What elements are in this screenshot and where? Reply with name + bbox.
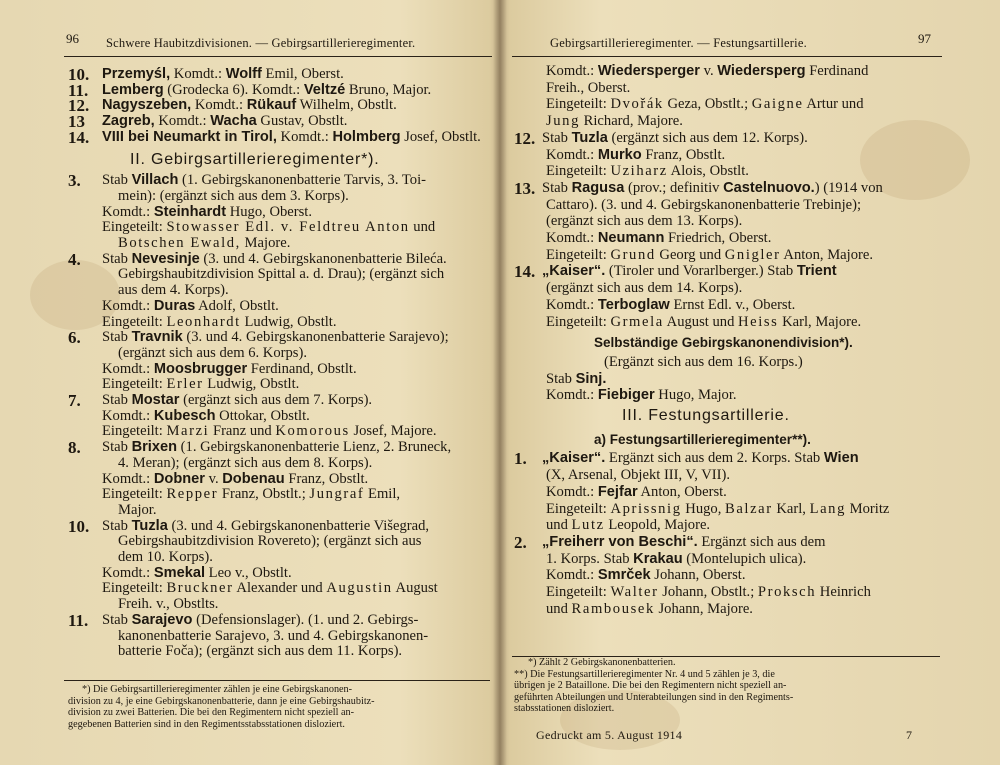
- text-span: (3. und 4. Gebirgskanonenbatterie Sarajevo);: [182, 329, 449, 346]
- bold-name: Wiedersperger: [597, 63, 700, 79]
- bold-name: Lemberg: [102, 81, 164, 98]
- text-span: Moritz: [845, 500, 890, 517]
- bold-name: Holmberg: [332, 128, 401, 145]
- text-span: Komdt.:: [191, 97, 247, 114]
- bold-name: Steinhardt: [153, 203, 227, 220]
- text-line: [102, 361, 357, 378]
- entry-number: 2.: [514, 532, 527, 552]
- entry-number: 3.: [68, 171, 81, 191]
- spaced-name: Balzar: [725, 500, 773, 517]
- text-line: [118, 188, 349, 205]
- bold-name: Terboglaw: [597, 296, 670, 313]
- text-line: [546, 584, 871, 601]
- text-span: Eingeteilt:: [102, 313, 167, 330]
- text-line: [546, 147, 725, 164]
- bold-name: Ragusa: [571, 179, 625, 196]
- section-heading: II. Gebirgsartillerieregimenter*).: [130, 150, 380, 168]
- entry-number: 14.: [514, 262, 536, 282]
- text-line: [102, 408, 310, 425]
- entry-line: [542, 130, 808, 147]
- text-line: [118, 266, 444, 283]
- bold-name: Duras: [153, 297, 196, 314]
- imprint: Gedruckt am 5. August 1914: [536, 728, 683, 742]
- text-span: Leopold, Majore.: [604, 517, 711, 534]
- text-span: v.: [699, 63, 718, 79]
- text-span: Hugo, Oberst.: [226, 203, 312, 220]
- text-span: Eingeteilt:: [546, 246, 611, 263]
- text-span: (Tiroler und Vorarlberger.) Stab: [605, 263, 797, 280]
- text-span: Richard, Majore.: [579, 113, 683, 130]
- text-span: Komdt.:: [546, 230, 598, 246]
- text-span: Alois, Obstlt.: [667, 163, 749, 180]
- spaced-name: Uziharz: [610, 163, 668, 180]
- text-span: batterie Foča); (ergänzt sich aus dem 11. Korps).: [118, 643, 403, 660]
- text-span: kanonenbatterie Sarajevo, 3. und 4. Gebirgskanonen-: [118, 627, 429, 644]
- bold-name: „Kaiser“.: [542, 450, 606, 467]
- bold-name: Villach: [131, 172, 179, 189]
- text-line: [118, 628, 428, 645]
- text-line: [118, 533, 421, 550]
- text-span: (ergänzt sich aus dem 6. Korps).: [118, 344, 307, 361]
- text-line: [546, 197, 861, 214]
- bold-name: Tuzla: [571, 129, 608, 146]
- text-span: (Montelupich ulica).: [682, 550, 807, 567]
- text-line: [546, 314, 861, 331]
- text-line: [546, 567, 746, 584]
- spaced-name: Augustin: [326, 580, 393, 597]
- text-span: Cattaro). (3. und 4. Gebirgskanonenbatterie Trebinje);: [546, 196, 862, 213]
- bold-name: „Freiherr von Beschi“.: [542, 533, 698, 550]
- footnote-line: übrigen je 2 Bataillone. Die bei den Regimentern nicht speziell an-: [514, 680, 787, 691]
- text-span: Komdt.:: [102, 203, 154, 220]
- entry-line: [102, 97, 397, 114]
- spaced-name: Botschen Ewald,: [118, 235, 241, 251]
- text-line: [102, 298, 279, 315]
- text-span: Eingeteilt:: [102, 580, 167, 597]
- text-line: [546, 63, 868, 80]
- text-span: Stab: [102, 172, 132, 189]
- entry-line: [102, 251, 447, 268]
- text-span: Freih., Oberst.: [546, 79, 631, 96]
- text-line: [102, 486, 400, 503]
- text-span: Eingeteilt:: [546, 584, 611, 600]
- bold-name: Smrček: [597, 567, 651, 584]
- bold-name: Przemyśl,: [102, 66, 171, 82]
- text-span: und: [546, 600, 572, 617]
- subsection-heading: Selbständige Gebirgskanonendivision*).: [594, 335, 853, 351]
- text-span: (Defensionslager). (1. und 2. Gebirgs-: [192, 611, 419, 628]
- spaced-name: Komorous: [275, 423, 350, 440]
- spaced-name: Leonhardt: [166, 313, 241, 330]
- text-line: [546, 247, 873, 264]
- bold-name: Trient: [796, 263, 837, 280]
- text-span: Freih. v., Obstlts.: [118, 596, 219, 613]
- footnote-line: **) Die Festungsartillerieregimenter Nr. 4 und 5 zählen je 3, die: [514, 668, 775, 680]
- text-span: Majore.: [240, 235, 291, 251]
- text-span: Komdt.:: [546, 63, 598, 79]
- text-span: Stab: [542, 179, 572, 196]
- text-span: (ergänzt sich aus dem 14. Korps).: [546, 280, 743, 297]
- text-span: Eingeteilt:: [102, 219, 167, 236]
- text-line: [102, 565, 292, 582]
- text-line: [546, 387, 737, 404]
- header-rule: [64, 56, 492, 57]
- spaced-name: Marzi: [166, 423, 210, 440]
- text-span: Anton, Majore.: [780, 246, 873, 263]
- text-span: und: [409, 219, 436, 236]
- bold-name: Dobner: [153, 470, 205, 487]
- text-span: (ergänzt sich aus dem 7. Korps).: [179, 392, 373, 408]
- text-span: Eingeteilt:: [546, 500, 611, 517]
- text-span: Leo v., Obstlt.: [205, 564, 292, 581]
- bold-name: Veltzé: [303, 81, 346, 98]
- text-span: Franz, Obstlt.: [284, 470, 369, 487]
- text-span: Gebirgshaubitzdivision Rovereto); (ergänzt sich aus: [118, 533, 422, 550]
- text-span: (ergänzt sich aus dem 13. Korps).: [546, 213, 743, 230]
- bold-name: „Kaiser“.: [542, 263, 606, 280]
- text-span: Ferdinand, Obstlt.: [247, 360, 357, 377]
- text-span: Ottokar, Obstlt.: [215, 407, 310, 424]
- text-span: Heinrich: [816, 584, 871, 600]
- text-span: Ernst Edl. v., Oberst.: [669, 296, 796, 313]
- text-span: Wilhelm, Obstlt.: [296, 97, 397, 114]
- text-span: August und: [663, 313, 739, 330]
- text-span: Bruno, Major.: [345, 81, 432, 98]
- text-line: [546, 96, 864, 113]
- text-line: [118, 643, 402, 660]
- text-span: Franz, Obstlt.: [641, 146, 726, 163]
- text-span: Hugo,: [681, 500, 726, 517]
- entry-number: 8.: [68, 438, 81, 458]
- text-span: Gustav, Obstlt.: [256, 113, 348, 130]
- text-span: (3. und 4. Gebirgskanonenbatterie Višegrad,: [167, 517, 430, 534]
- text-span: Komdt.:: [102, 407, 154, 424]
- text-line: [546, 230, 771, 247]
- entry-number: 14.: [68, 127, 90, 147]
- text-span: Komdt.:: [546, 483, 598, 500]
- text-span: Adolf, Obstlt.: [195, 297, 279, 314]
- text-span: Komdt.:: [276, 128, 333, 145]
- footnote-line: geführten Abteilungen und Unterabteilungen sind in den Regiments-: [514, 691, 794, 703]
- spaced-name: Jungraf: [309, 486, 365, 503]
- text-span: aus dem 4. Korps).: [118, 282, 229, 299]
- text-line: [118, 455, 372, 472]
- entry-line: [542, 263, 837, 280]
- spaced-name: Dvořák: [610, 96, 664, 113]
- bold-name: Castelnuovo.: [723, 179, 815, 196]
- entry-number: 11.: [68, 80, 89, 100]
- text-span: Alexander und: [233, 580, 327, 597]
- spaced-name: Bruckner: [166, 580, 234, 597]
- bold-name: Nevesinje: [131, 250, 200, 267]
- text-line: [102, 219, 435, 236]
- footnote-line: division zu zwei Batterien. Die bei den Regimentern nicht speziell an-: [68, 707, 355, 718]
- entry-number: 12.: [68, 96, 90, 116]
- text-span: Stab: [102, 611, 132, 628]
- text-span: (X, Arsenal, Objekt III, V, VII).: [546, 467, 731, 484]
- text-span: Stab: [102, 439, 132, 456]
- text-span: Komdt.:: [546, 296, 598, 313]
- footnote-rule: [64, 680, 490, 681]
- text-line: [546, 371, 606, 388]
- text-line: [102, 314, 337, 331]
- spaced-name: Walter: [610, 584, 659, 600]
- text-span: (Grodecka 6). Komdt.:: [163, 81, 304, 98]
- text-span: Johann, Oberst.: [650, 567, 746, 584]
- bold-name: Murko: [597, 146, 642, 163]
- text-span: Johann, Majore.: [654, 600, 753, 617]
- text-span: Stab: [102, 329, 132, 346]
- text-span: Emil, Oberst.: [261, 66, 344, 82]
- text-span: dem 10. Korps).: [118, 549, 213, 565]
- text-line: [546, 280, 742, 297]
- text-span: Eingeteilt:: [102, 376, 167, 393]
- entry-number: 10.: [68, 65, 90, 84]
- bold-name: Sinj.: [575, 370, 607, 387]
- text-span: Eingeteilt:: [102, 423, 167, 440]
- text-span: Geza, Obstlt.;: [663, 96, 752, 113]
- text-line: [546, 113, 683, 130]
- text-span: Komdt.:: [102, 564, 154, 581]
- entry-line: [542, 180, 883, 197]
- text-span: ) (1914 von: [814, 179, 883, 196]
- text-span: Josef, Majore.: [349, 423, 437, 440]
- spaced-name: Rambousek: [571, 600, 655, 617]
- entry-number: 13: [68, 112, 85, 132]
- text-span: Komdt.:: [546, 146, 598, 163]
- text-line: [118, 282, 229, 299]
- bold-name: Tuzla: [131, 517, 168, 534]
- text-span: (prov.; definitiv: [624, 179, 724, 196]
- spaced-name: Stowasser Edl. v. Feldtreu Anton: [166, 219, 410, 236]
- entry-line: [102, 172, 426, 189]
- text-span: Gebirgshaubitzdivision Spittal a. d. Drau); (ergänzt sich: [118, 266, 445, 283]
- text-line: [546, 551, 806, 568]
- bold-name: Wolff: [225, 66, 262, 82]
- bold-name: Moosbrugger: [153, 360, 248, 377]
- page-number: 96: [66, 31, 79, 46]
- spaced-name: Aprissnig: [610, 500, 682, 517]
- entry-line: [102, 113, 347, 130]
- entry-number: 7.: [68, 391, 81, 410]
- text-line: [546, 213, 742, 230]
- text-line: [546, 601, 753, 618]
- text-line: [102, 423, 437, 440]
- entry-number: 6.: [68, 328, 81, 348]
- text-span: Emil,: [364, 486, 401, 503]
- entry-line: [102, 129, 481, 146]
- bold-name: Smekal: [153, 564, 206, 581]
- text-line: [102, 204, 312, 221]
- text-span: 4. Meran); (ergänzt sich aus dem 8. Korps).: [118, 454, 373, 471]
- text-line: [604, 354, 803, 371]
- text-span: (1. Gebirgskanonenbatterie Tarvis, 3. Toi-: [178, 172, 426, 189]
- bold-name: Wien: [823, 450, 859, 467]
- bold-name: Fiebiger: [597, 387, 655, 404]
- text-span: Georg und: [655, 246, 725, 263]
- text-span: Major.: [118, 501, 157, 518]
- signature-mark: 7: [906, 728, 912, 742]
- bold-name: Krakau: [633, 550, 683, 567]
- text-span: Ferdinand: [805, 63, 869, 79]
- text-span: mein): (ergänzt sich aus dem 3. Korps).: [118, 187, 349, 204]
- text-line: [118, 235, 290, 252]
- text-span: Anton, Oberst.: [637, 483, 727, 500]
- bold-name: VIII bei Neumarkt in Tirol,: [102, 128, 277, 145]
- spaced-name: Erler: [166, 376, 204, 393]
- bold-name: Zagreb,: [102, 113, 155, 130]
- text-line: [546, 484, 727, 501]
- text-span: Stab: [102, 250, 132, 267]
- spaced-name: Lang: [809, 500, 846, 517]
- bold-name: Fejfar: [597, 483, 638, 500]
- text-span: Stab: [102, 517, 132, 534]
- spaced-name: Jung: [546, 113, 580, 130]
- entry-number: 10.: [68, 516, 90, 536]
- entry-number: 13.: [514, 178, 536, 198]
- text-span: Stab: [102, 392, 132, 408]
- spaced-name: Gnigler: [724, 246, 781, 263]
- text-span: Hugo, Major.: [654, 387, 737, 404]
- text-line: [118, 596, 218, 613]
- left-page: [0, 0, 498, 765]
- entry-line: [542, 534, 826, 551]
- entry-line: [102, 392, 372, 409]
- text-span: (3. und 4. Gebirgskanonenbatterie Bileća.: [199, 250, 447, 267]
- entry-line: [542, 450, 859, 467]
- entry-line: [102, 518, 429, 535]
- spaced-name: Grmela: [610, 313, 664, 330]
- spaced-name: Lutz: [571, 517, 605, 534]
- bold-name: Mostar: [131, 392, 180, 408]
- entry-number: 1.: [514, 449, 527, 469]
- entry-line: [102, 82, 431, 99]
- bold-name: Neumann: [597, 230, 665, 246]
- spaced-name: Heiss: [738, 313, 779, 330]
- text-span: Stab: [542, 129, 572, 146]
- entry-number: 4.: [68, 249, 81, 269]
- page-number: 97: [918, 31, 931, 46]
- text-line: [118, 345, 307, 362]
- text-span: Komdt.:: [154, 113, 211, 130]
- text-line: [102, 580, 438, 597]
- entry-line: [102, 66, 344, 83]
- text-span: Eingeteilt:: [546, 163, 611, 180]
- bold-name: Rükauf: [246, 97, 297, 114]
- right-page: [502, 0, 1000, 765]
- text-span: Karl,: [772, 500, 810, 517]
- text-line: [546, 501, 889, 518]
- bold-name: Dobenau: [222, 470, 285, 487]
- text-line: [546, 80, 630, 97]
- text-span: Ergänzt sich aus dem: [697, 533, 826, 550]
- text-line: [546, 467, 730, 484]
- text-span: Artur und: [803, 96, 864, 113]
- bold-name: Nagyszeben,: [102, 97, 192, 114]
- header-rule: [512, 56, 942, 57]
- text-span: Eingeteilt:: [546, 96, 611, 113]
- bold-name: Kubesch: [153, 407, 216, 424]
- text-span: Komdt.:: [546, 387, 598, 404]
- text-span: Karl, Majore.: [778, 313, 862, 330]
- footnote-line: stabsstationen disloziert.: [514, 703, 615, 714]
- text-span: Komdt.:: [102, 360, 154, 377]
- footnote-line: *) Zählt 2 Gebirgskanonenbatterien.: [528, 657, 676, 668]
- text-line: [546, 163, 749, 180]
- bold-name: Brixen: [131, 439, 178, 456]
- text-span: Johann, Obstlt.;: [658, 584, 758, 600]
- text-span: Ludwig, Obstlt.: [240, 313, 337, 330]
- bold-name: Travnik: [131, 329, 183, 346]
- footnote-line: *) Die Gebirgsartillerieregimenter zählen je eine Gebirgskanonen-: [82, 684, 353, 695]
- subsection-heading: a) Festungsartillerieregimenter**).: [594, 431, 811, 447]
- entry-line: [102, 329, 449, 346]
- bold-name: Wiedersperg: [717, 63, 806, 79]
- text-line: [118, 549, 213, 566]
- text-span: Komdt.:: [546, 567, 598, 584]
- text-span: Josef, Obstlt.: [400, 128, 481, 145]
- footnote-line: division zu 4, je eine Gebirgskanonenbatterie, dann je eine Gebirgshaubitz-: [68, 695, 375, 707]
- text-span: v.: [204, 470, 223, 487]
- text-span: August: [392, 580, 438, 597]
- text-span: und: [546, 517, 572, 534]
- text-span: Friedrich, Oberst.: [664, 230, 772, 246]
- bold-name: Wacha: [210, 113, 257, 130]
- text-span: Ludwig, Obstlt.: [203, 376, 300, 393]
- text-line: [102, 376, 299, 393]
- entry-line: [102, 439, 451, 456]
- entry-line: [102, 612, 418, 629]
- text-span: Eingeteilt:: [546, 313, 611, 330]
- text-span: Eingeteilt:: [102, 486, 167, 503]
- text-span: Franz und: [209, 423, 276, 440]
- text-line: [546, 517, 710, 534]
- text-span: (Ergänzt sich aus dem 16. Korps.): [604, 353, 803, 370]
- text-line: [118, 502, 157, 519]
- text-span: Ergänzt sich aus dem 2. Korps. Stab: [605, 450, 824, 467]
- running-head: Gebirgsartillerieregimenter. — Festungsartillerie.: [550, 36, 807, 50]
- text-span: (1. Gebirgskanonenbatterie Lienz, 2. Bruneck,: [177, 439, 452, 456]
- text-span: Stab: [546, 370, 576, 387]
- spaced-name: Gaigne: [751, 96, 804, 113]
- entry-number: 11.: [68, 610, 89, 630]
- text-span: Komdt.:: [102, 470, 154, 487]
- spaced-name: Proksch: [757, 584, 817, 600]
- entry-number: 12.: [514, 128, 536, 148]
- text-span: (ergänzt sich aus dem 12. Korps).: [607, 129, 808, 146]
- spaced-name: Repper: [166, 486, 219, 503]
- text-span: Komdt.:: [102, 297, 154, 314]
- text-line: [102, 471, 368, 488]
- text-line: [546, 297, 795, 314]
- running-head: Schwere Haubitzdivisionen. — Gebirgsartillerieregimenter.: [106, 36, 416, 50]
- footnote-line: gegebenen Batterien sind in den Regimentsstabsstationen disloziert.: [68, 718, 345, 730]
- bold-name: Sarajevo: [131, 611, 193, 628]
- section-heading: III. Festungsartillerie.: [622, 407, 790, 424]
- spaced-name: Grund: [610, 246, 656, 263]
- text-span: Franz, Obstlt.;: [218, 486, 310, 503]
- text-span: Komdt.:: [170, 66, 226, 82]
- text-span: 1. Korps. Stab: [546, 550, 634, 567]
